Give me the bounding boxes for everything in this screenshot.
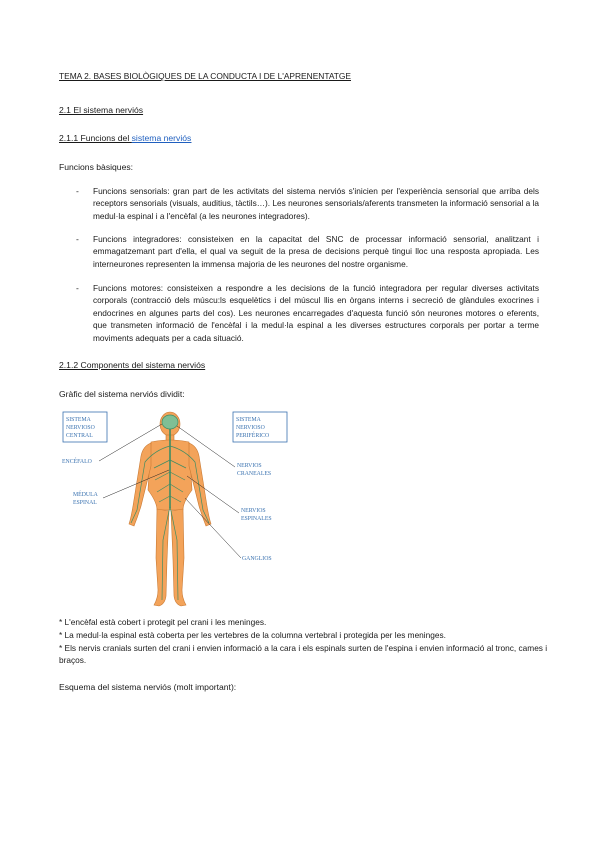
document-title: TEMA 2. BASES BIOLÒGIQUES DE LA CONDUCTA I DE L'APRENENTATGE bbox=[59, 71, 351, 81]
bullet-dash: - bbox=[76, 234, 79, 244]
note-encefal: * L'encèfal està cobert i protegit pel crani i les meninges. bbox=[59, 617, 267, 627]
section-heading-2-1-2: 2.1.2 Components del sistema nerviós bbox=[59, 360, 206, 370]
snp-label-line3: PERIFÉRICO bbox=[236, 433, 270, 439]
list-item-funcions-motores: Funcions motores: consisteixen a respondre a les decisions de la funció integradora per regular diverses activitats corporals (contracció dels múscu:ls esquelètics i del múscul llis en òrgans interns i secreció de glàndules exocrines i endocrines en algunes parts del cos). Les neurones encarregades d'aquesta funció són neurones motores o eferents, que transmeten informació de l'encèfal i la medul·la espinal a les diverses estructures corporals per portar a terme moviments adequats per a cada situació. bbox=[93, 283, 539, 343]
brain-mark bbox=[162, 415, 178, 429]
bullet-dash: - bbox=[76, 283, 79, 293]
encefalo-label: ENCÉFALO bbox=[62, 459, 92, 465]
grafic-caption: Gràfic del sistema nerviós dividit: bbox=[59, 389, 185, 399]
section-heading-2-1-1 bbox=[59, 132, 191, 144]
note-nervis: * Els nervis cranials surten del crani i envien informació a la cara i els espinals surten de l'espina i envien informació al tronc, cames i braços. bbox=[59, 643, 548, 665]
nervous-system-figure bbox=[59, 410, 305, 613]
section-heading-2-1: 2.1 El sistema nerviós bbox=[59, 105, 144, 115]
funcions-basiques-label: Funcions bàsiques: bbox=[59, 162, 134, 172]
medula-label-line2: ESPINAL bbox=[73, 500, 97, 506]
nervios-espinales-label-line1: NERVIOS bbox=[241, 508, 266, 514]
schema-heading: Esquema del sistema nerviós (molt important): bbox=[59, 682, 237, 692]
note-medula: * La medul·la espinal està coberta per les vertebres de la columna vertebral i protegida per les meninges. bbox=[59, 630, 446, 640]
sistema-nervios-link[interactable]: sistema nerviós bbox=[131, 133, 192, 143]
medula-label-line1: MÉDULA bbox=[73, 492, 98, 498]
list-item-funcions-sensorials: Funcions sensorials: gran part de les activitats del sistema nerviós s'inicien per l'experiència sensorial que arriba dels receptors sensorials (visuals, auditius, tàctils…). Les neurones sensorials/aferents transmeten la informació sensorial a la medul·la espinal i a l'encèfal (a les neurones integradores). bbox=[93, 186, 539, 221]
snp-label-line1: SISTEMA bbox=[236, 417, 261, 423]
nervios-craneales-label-line1: NERVIOS bbox=[237, 463, 262, 469]
list-item-funcions-integradores: Funcions integradores: consisteixen en la capacitat del SNC de processar informació sensorial, analitzant i emmagatzemant part d'ella, el qual va seguit de la presa de decisions perquè tingui lloc una resposta apropiada. Les interneurones representen la immensa majoria de les neurones del nostre organisme. bbox=[93, 234, 539, 269]
nervios-espinales-label-line2: ESPINALES bbox=[241, 516, 272, 522]
snc-label-line2: NERVIOSO bbox=[66, 425, 95, 431]
snp-label-line2: NERVIOSO bbox=[236, 425, 265, 431]
nervios-craneales-label-line2: CRANEALES bbox=[237, 471, 272, 477]
heading-2-1-1-prefix: 2.1.1 Funcions del bbox=[59, 133, 132, 143]
bullet-dash: - bbox=[76, 186, 79, 196]
snc-label-line3: CENTRAL bbox=[66, 433, 93, 439]
ganglios-label: GANGLIOS bbox=[242, 556, 272, 562]
snc-label-line1: SISTEMA bbox=[66, 417, 91, 423]
